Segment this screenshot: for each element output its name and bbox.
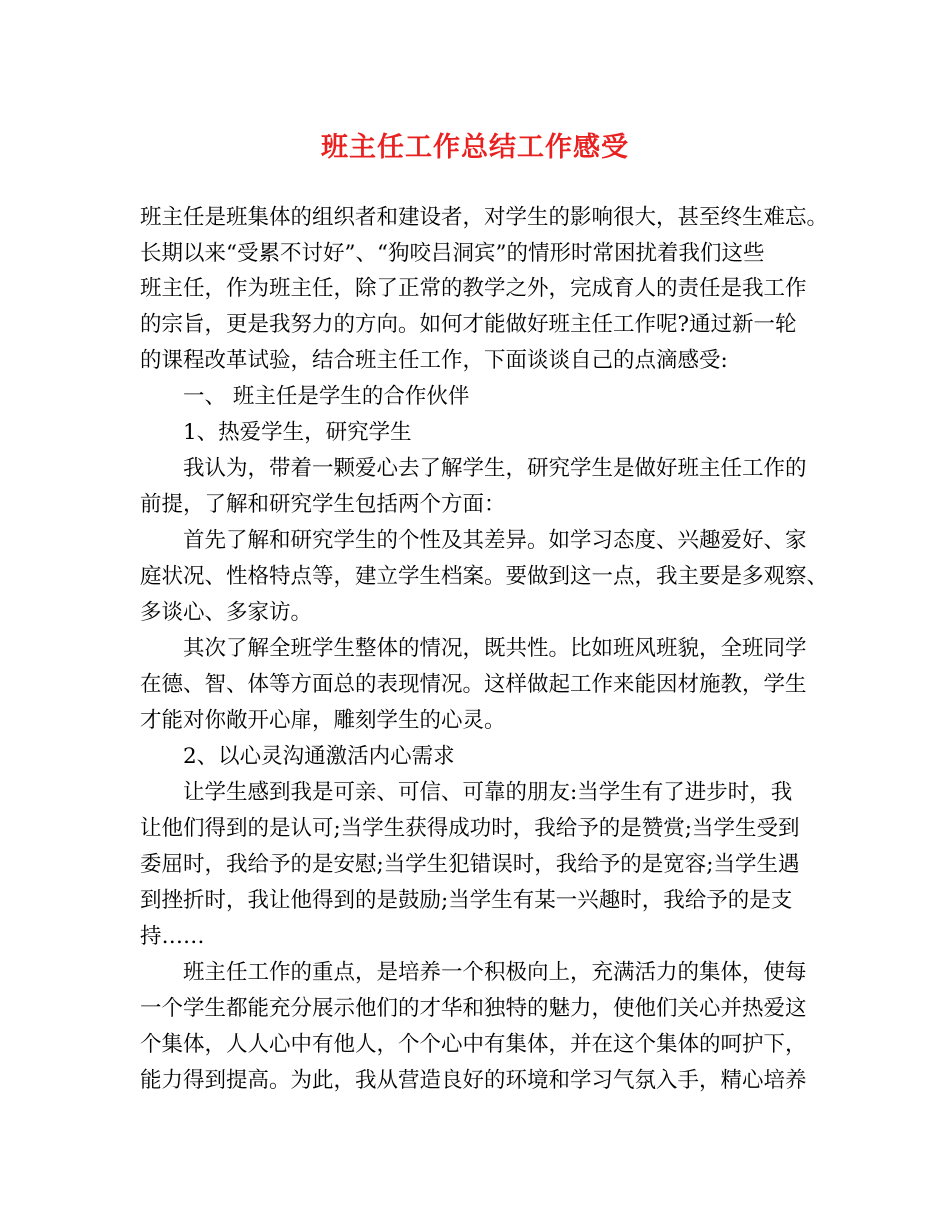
section-heading: 一、 班主任是学生的合作伙伴 xyxy=(183,384,470,409)
paragraph-line: 一个学生都能充分展示他们的才华和独特的魅力，使他们关心并热爱这 xyxy=(140,996,807,1021)
paragraph-line: 我认为，带着一颗爱心去了解学生，研究学生是做好班主任工作的 xyxy=(183,456,807,481)
subsection-heading: 2、以心灵沟通激活内心需求 xyxy=(183,744,455,769)
paragraph-line: 前提，了解和研究学生包括两个方面： xyxy=(140,492,506,517)
paragraph-line: 班主任工作的重点，是培养一个积极向上，充满活力的集体，使每 xyxy=(183,960,807,985)
paragraph-line: 的宗旨，更是我努力的方向。如何才能做好班主任工作呢?通过新一轮 xyxy=(140,312,797,337)
paragraph-line: 多谈心、多家访。 xyxy=(140,600,313,625)
paragraph-line: 在德、智、体等方面总的表现情况。这样做起工作来能因材施教，学生 xyxy=(140,672,807,697)
paragraph-line: 长期以来“受累不讨好”、“狗咬吕洞宾”的情形时常困扰着我们这些 xyxy=(140,241,765,266)
document-title: 班主任工作总结工作感受 xyxy=(321,132,629,163)
paragraph-line: 让他们得到的是认可;当学生获得成功时，我给予的是赞赏;当学生受到 xyxy=(140,816,800,841)
paragraph-line: 才能对你敞开心扉，雕刻学生的心灵。 xyxy=(140,708,506,733)
paragraph-line: 持…… xyxy=(140,924,205,949)
paragraph-line: 其次了解全班学生整体的情况，既共性。比如班风班貌，全班同学 xyxy=(183,636,807,661)
subsection-heading: 1、热爱学生，研究学生 xyxy=(183,420,412,445)
paragraph-line: 让学生感到我是可亲、可信、可靠的朋友:当学生有了进步时，我 xyxy=(183,780,793,805)
paragraph-line: 的课程改革试验，结合班主任工作，下面谈谈自己的点滴感受: xyxy=(140,348,728,373)
paragraph-line: 班主任是班集体的组织者和建设者，对学生的影响很大，甚至终生难忘。 xyxy=(140,205,829,230)
paragraph-line: 委屈时，我给予的是安慰;当学生犯错误时，我给予的是宽容;当学生遇 xyxy=(140,852,800,877)
paragraph-line: 班主任，作为班主任，除了正常的教学之外，完成育人的责任是我工作 xyxy=(140,276,807,301)
paragraph-line: 到挫折时，我让他得到的是鼓励;当学生有某一兴趣时，我给予的是支 xyxy=(140,888,793,913)
paragraph-line: 庭状况、性格特点等，建立学生档案。要做到这一点，我主要是多观察、 xyxy=(140,564,829,589)
paragraph-line: 个集体，人人心中有他人，个个心中有集体，并在这个集体的呵护下， xyxy=(140,1032,807,1057)
paragraph-line: 能力得到提高。为此，我从营造良好的环境和学习气氛入手，精心培养 xyxy=(140,1068,807,1093)
paragraph-line: 首先了解和研究学生的个性及其差异。如学习态度、兴趣爱好、家 xyxy=(183,528,807,553)
